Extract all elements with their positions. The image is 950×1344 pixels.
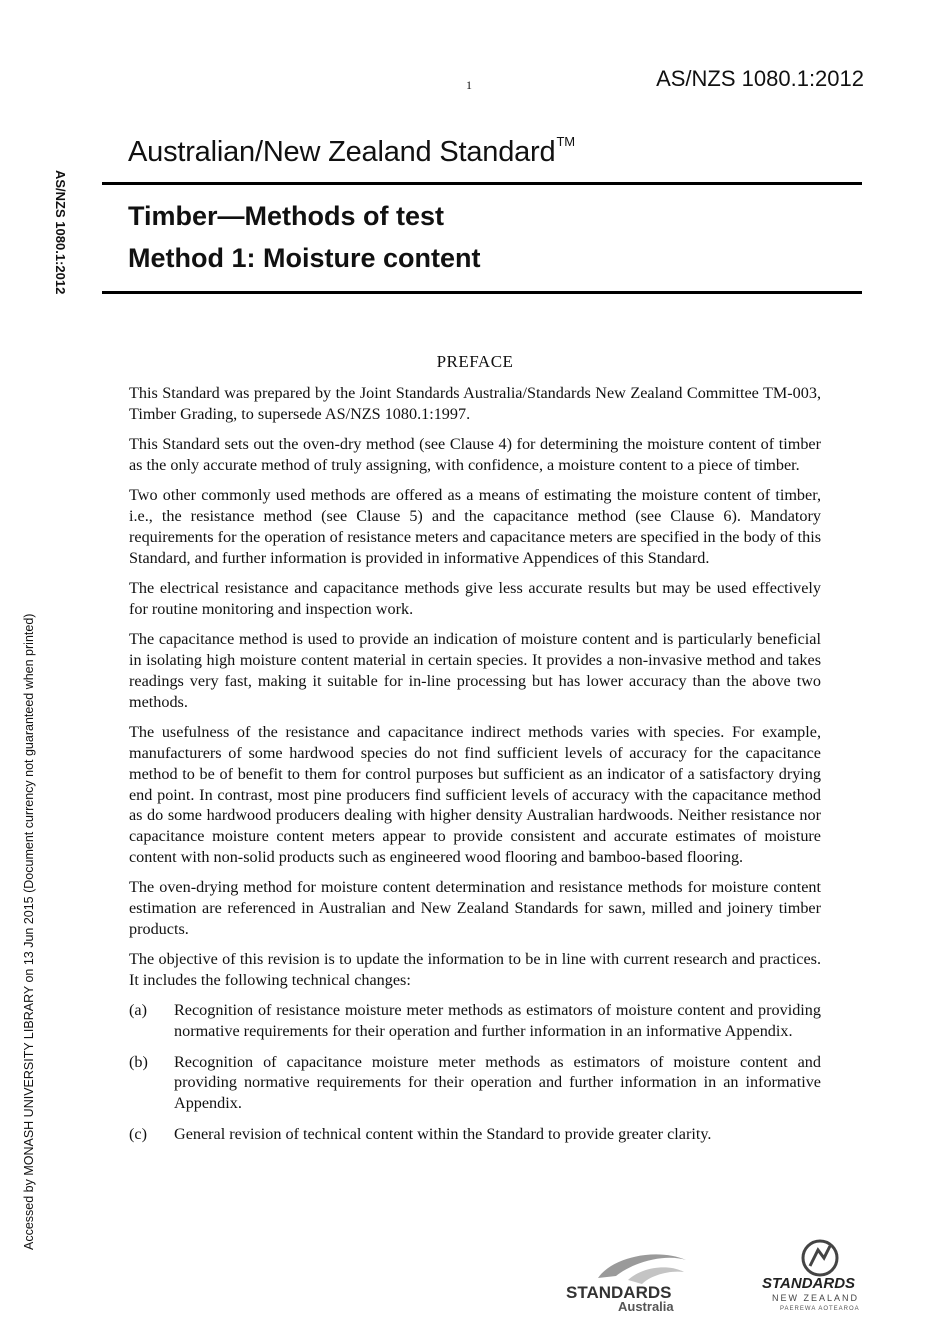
logo-subword: Australia [618,1299,674,1314]
access-note: Accessed by MONASH UNIVERSITY LIBRARY on 13 Jun 2015 (Document currency not guaranteed when printed) [22,613,36,1250]
preface-paragraph: The objective of this revision is to update the information to be in line with current research and practices. It includes the following technical changes: [129,950,821,990]
document-title: Timber—Methods of test [128,201,445,231]
series-text: Australian/New Zealand Standard [128,136,556,168]
preface-heading: PREFACE [436,352,514,371]
preface-paragraph: The oven-drying method for moisture content determination and resistance methods for moisture content estimation are referenced in Australian and New Zealand Standards for sawn, milled and joinery timber products. [129,878,821,938]
top-rule [102,182,862,185]
list-marker: (a) [129,1001,147,1020]
logo-emblem [803,1241,837,1275]
document-subtitle: Method 1: Moisture content [128,243,481,273]
standards-australia-logo [558,1246,718,1316]
list-text: Recognition of resistance moisture meter methods as estimators of moisture content and providing normative requirements for their operation and further information in an informative Appendix. [174,1001,821,1041]
preface-body [129,383,821,1154]
list-item [129,1124,821,1145]
logo-maori-subword: PAEREWA AOTEAROA [780,1306,860,1312]
side-document-code: AS/NZS 1080.1:2012 [53,170,68,295]
logo-word: STANDARDS [762,1275,856,1292]
logo-word: STANDARDS [566,1283,672,1302]
document-code: AS/NZS 1080.1:2012 [656,66,864,91]
list-item [129,1052,821,1114]
logo-subword: NEW ZEALAND [772,1293,860,1303]
bottom-rule [102,291,862,294]
list-marker: (b) [129,1052,148,1071]
page-number: 1 [466,78,472,92]
standard-series-title [128,134,575,169]
preface-paragraph: This Standard was prepared by the Joint Standards Australia/Standards New Zealand Committee TM-003, Timber Grading, to supersede AS/NZS 1080.1:1997. [129,384,821,423]
list-item [129,1000,821,1042]
list-text: Recognition of capacitance moisture meter methods as estimators of moisture content and providing normative requirements for their operation and further information in an informative Appendix. [174,1052,821,1113]
preface-paragraph: The usefulness of the resistance and capacitance indirect methods varies with species. For example, manufacturers of some hardwood species do not find sufficient levels of accuracy for the capacitance method to be of benefit to them for control purposes but sufficient as an indicator of a satisfactory drying end point. In contrast, most pine producers find sufficient levels of accuracy with the capacitance method as do some hardwood producers dealing with higher density Australian hardwoods. Neither resistance nor capacitance moisture content meters appear to provide consistent and accurate estimates of moisture content with non-solid products such as engineered wood flooring and bamboo-based flooring. [129,723,821,866]
standards-new-zealand-logo [760,1238,884,1314]
preface-paragraph: The electrical resistance and capacitance methods give less accurate results but may be used effectively for routine monitoring and inspection work. [129,579,821,618]
list-text: General revision of technical content within the Standard to provide greater clarity. [174,1124,712,1143]
logo-swoosh-lower [628,1267,684,1284]
preface-paragraph: This Standard sets out the oven-dry method (see Clause 4) for determining the moisture content of timber as the only accurate method of truly assigning, with confidence, a moisture content to a piece of timber. [129,435,821,474]
list-marker: (c) [129,1124,147,1143]
preface-paragraph: The capacitance method is used to provide an indication of moisture content and is particularly beneficial in isolating high moisture content material in certain species. It provides a non-invasive method and takes readings very fast, making it suitable for in-line processing but has lower accuracy than the above two methods. [129,630,821,711]
trademark-mark: TM [556,134,575,149]
preface-paragraph: Two other commonly used methods are offered as a means of estimating the moisture content of timber, i.e., the resistance method (see Clause 5) and the capacitance method (see Clause 6). Mandatory requirements for the operation of resistance meters and capacitance meters are specified in the body of this Standard, and further information is provided in informative Appendices of this Standard. [129,486,821,567]
